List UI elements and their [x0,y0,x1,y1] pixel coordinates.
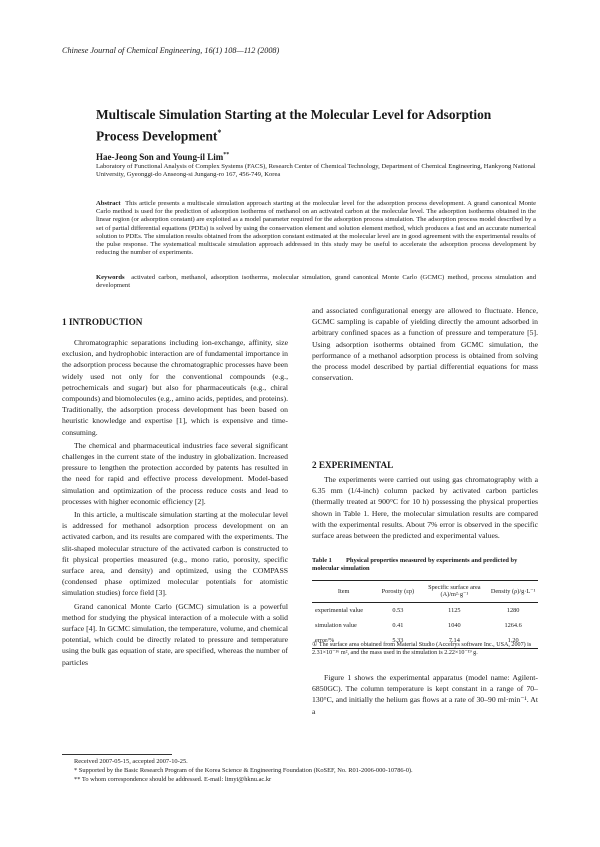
table-row [312,618,538,633]
article-title-text: Multiscale Simulation Starting at the Molecular Level for Adsorption Process Development [96,107,492,144]
abstract-label: Abstract [96,200,121,207]
table-cell: 5.33 [392,636,404,644]
table-cell: 0.41 [392,621,404,629]
paragraph: Grand canonical Monte Carlo (GCMC) simulation is a powerful method for studying the physical interaction of a molecule with a solid surface [4]. In GCMC simulation, the temperature, volume, and chemical potential, which could be directly related to pressure and temperature using the bulk gas equation of state, are specified, whereas the number of particles [62,601,288,667]
paragraph: The chemical and pharmaceutical industries face several significant challenges in the current state of the industry in globalization. Increased pressure to lengthen the protection accorded by patents has resulted in the need for rapid and effective process development. Model-based simulation and optimization of the process reduce costs and lead to processes with higher economic efficiency [2]. [62,440,288,506]
table-header-row [312,581,538,602]
table-header-cell: Porosity (εp) [375,581,420,602]
footnote-support: * Supported by the Basic Research Program of the Korea Science & Engineering Foundation (KoSEF, No. R01-2006-000-10786-0). [74,767,413,774]
table-cell: 1125 [448,606,461,614]
title-footnote-mark: * [217,128,222,137]
paragraph: Chromatographic separations including ion-exchange, affinity, size exclusion, and hydrophobic interaction are of fundamental importance in the adsorption process because the chromatographic processes have been widely used not only for the conventional compounds (e.g., petrochemicals and sugar) but also for pharmaceuticals (e.g., chiral compounds) and biomolecules (e.g., amino acids, peptides, and proteins). Traditionally, the adsorption process development has been based on heuristic knowledge and expertise [1], which is expensive and time-consuming. [62,338,288,437]
table-note: ① The surface area obtained from Material Studio (Accelrys software Inc., USA, 2007) is 2.31×10⁻¹⁶ m², and the mass used in the simulation is 2.22×10⁻¹⁹ g. [312,642,532,656]
table-cell: experimental value [315,606,364,614]
table-cell: error/% [315,636,335,644]
table-header-cell: Item [312,581,375,602]
introduction-body [62,337,288,668]
table-row [312,602,538,618]
author-names: Hae-Jeong Son and Young-il Lim [96,152,224,162]
table-cell: 1040 [448,621,461,629]
abstract-text: This article presents a multiscale simulation approach starting at the molecular level for the adsorption process development. A grand canonical Monte Carlo method is used for the prediction of adsorption isotherms of methanol on an activated carbon at the molecular level. The adsorption isotherms obtained in the linear region (or adsorption constant) are exploited as a model parameter required for the adsorption process simulation. The adsorption process model described by a set of partial differential equations (PDEs) is solved by using the conservation element and solution element method, which produces a fast and an accurate numerical solution to PDEs. The simulation results obtained from the adsorption constant estimated at the molecular level are in good agreement with the experimental results of the pulse response. The systematical multiscale simulation approach addressed in this study may be useful to accelerate the adsorption process development by reducing the number of experiments. [96,200,536,257]
table-label: Table 1 [312,557,332,564]
table-header-cell: Specific surface area (A)/m²·g⁻¹ [420,581,488,602]
table-cell: 1264.6 [504,621,522,629]
table-caption-text: Physical properties measured by experiments and predicted by molecular simulation [312,557,518,572]
section-heading-experimental: 2 EXPERIMENTAL [312,460,394,470]
introduction-continuation [312,305,538,383]
article-title [96,106,516,145]
paragraph: In this article, a multiscale simulation starting at the molecular level is addressed for methanol adsorption process development on an activated carbon, and its results are compared with the experiments. The slit-shaped molecular structure of the activated carbon is constructed to fit physical properties measured (e.g., mono ratio, porosity, specific surface area, and density) and optimized, using the COMPASS (condensed phase optimized molecular potentials for atomistic simulation studies) force field [3]. [62,510,288,598]
author-footnote-mark: ** [223,152,230,158]
paragraph: Figure 1 shows the experimental apparatus (model name: Agilent-6850GC). The column temperature is kept constant in a range of 70–130°C, and initially the helium gas flows at a rate of 30–90 ml·min⁻¹. At a [312,673,538,716]
abstract [96,200,536,257]
table-cell: 0.53 [392,606,404,614]
table-header-cell: Density (ρ)/g·L⁻¹ [488,581,538,602]
journal-citation: Chinese Journal of Chemical Engineering, 16(1) 108—112 (2008) [62,46,280,55]
table-caption [312,557,538,573]
apparatus-body [312,672,538,717]
keywords [96,274,536,290]
author-list [96,152,229,162]
table-cell: 7.14 [448,636,460,644]
table-cell: 1.20 [507,636,519,644]
properties-table [312,580,538,649]
table-cell: simulation value [315,621,357,629]
table-cell: 1280 [506,606,520,614]
keywords-label: Keywords [96,274,125,281]
experimental-body [312,474,538,541]
paragraph: and associated configurational energy are allowed to fluctuate. Hence, GCMC sampling is capable of yielding directly the amount adsorbed in arbitrary confined spaces as a function of pressure and temperature [5]. Using adsorption isotherms obtained from GCMC simulation, the performance of a methanol adsorption process is obtained from solving the process model described by partial differential equations for mass conservation. [312,306,538,383]
footnote-divider [62,754,172,755]
paragraph: The experiments were carried out using gas chromatography with a 6.35 mm (1/4-inch) column packed by activated carbon particles (thermally treated at 900°C for 10 h) possessing the physical properties shown in Table 1. Here, the molecular simulation results are compared with the experimental results. About 7% error is observed in the specific surface areas between the predicted and experimental values. [312,475,538,541]
footnote-correspondence: ** To whom correspondence should be addressed. E-mail: limyi@hknu.ac.kr [74,776,272,783]
keywords-text: activated carbon, methanol, adsorption isotherms, molecular simulation, grand canonical Monte Carlo (GCMC) method, process simulation and development [96,274,536,290]
affiliation: Laboratory of Functional Analysis of Complex Systems (FACS), Research Center of Chemical Technology, Department of Chemical Engineering, Hankyong National University, Gyeonggi-do Anseong-si Jungang-ro 167, 456-749, Korea [96,163,536,179]
section-heading-introduction: 1 INTRODUCTION [62,317,143,327]
footnote-received: Received 2007-05-15, accepted 2007-10-25. [74,758,188,765]
